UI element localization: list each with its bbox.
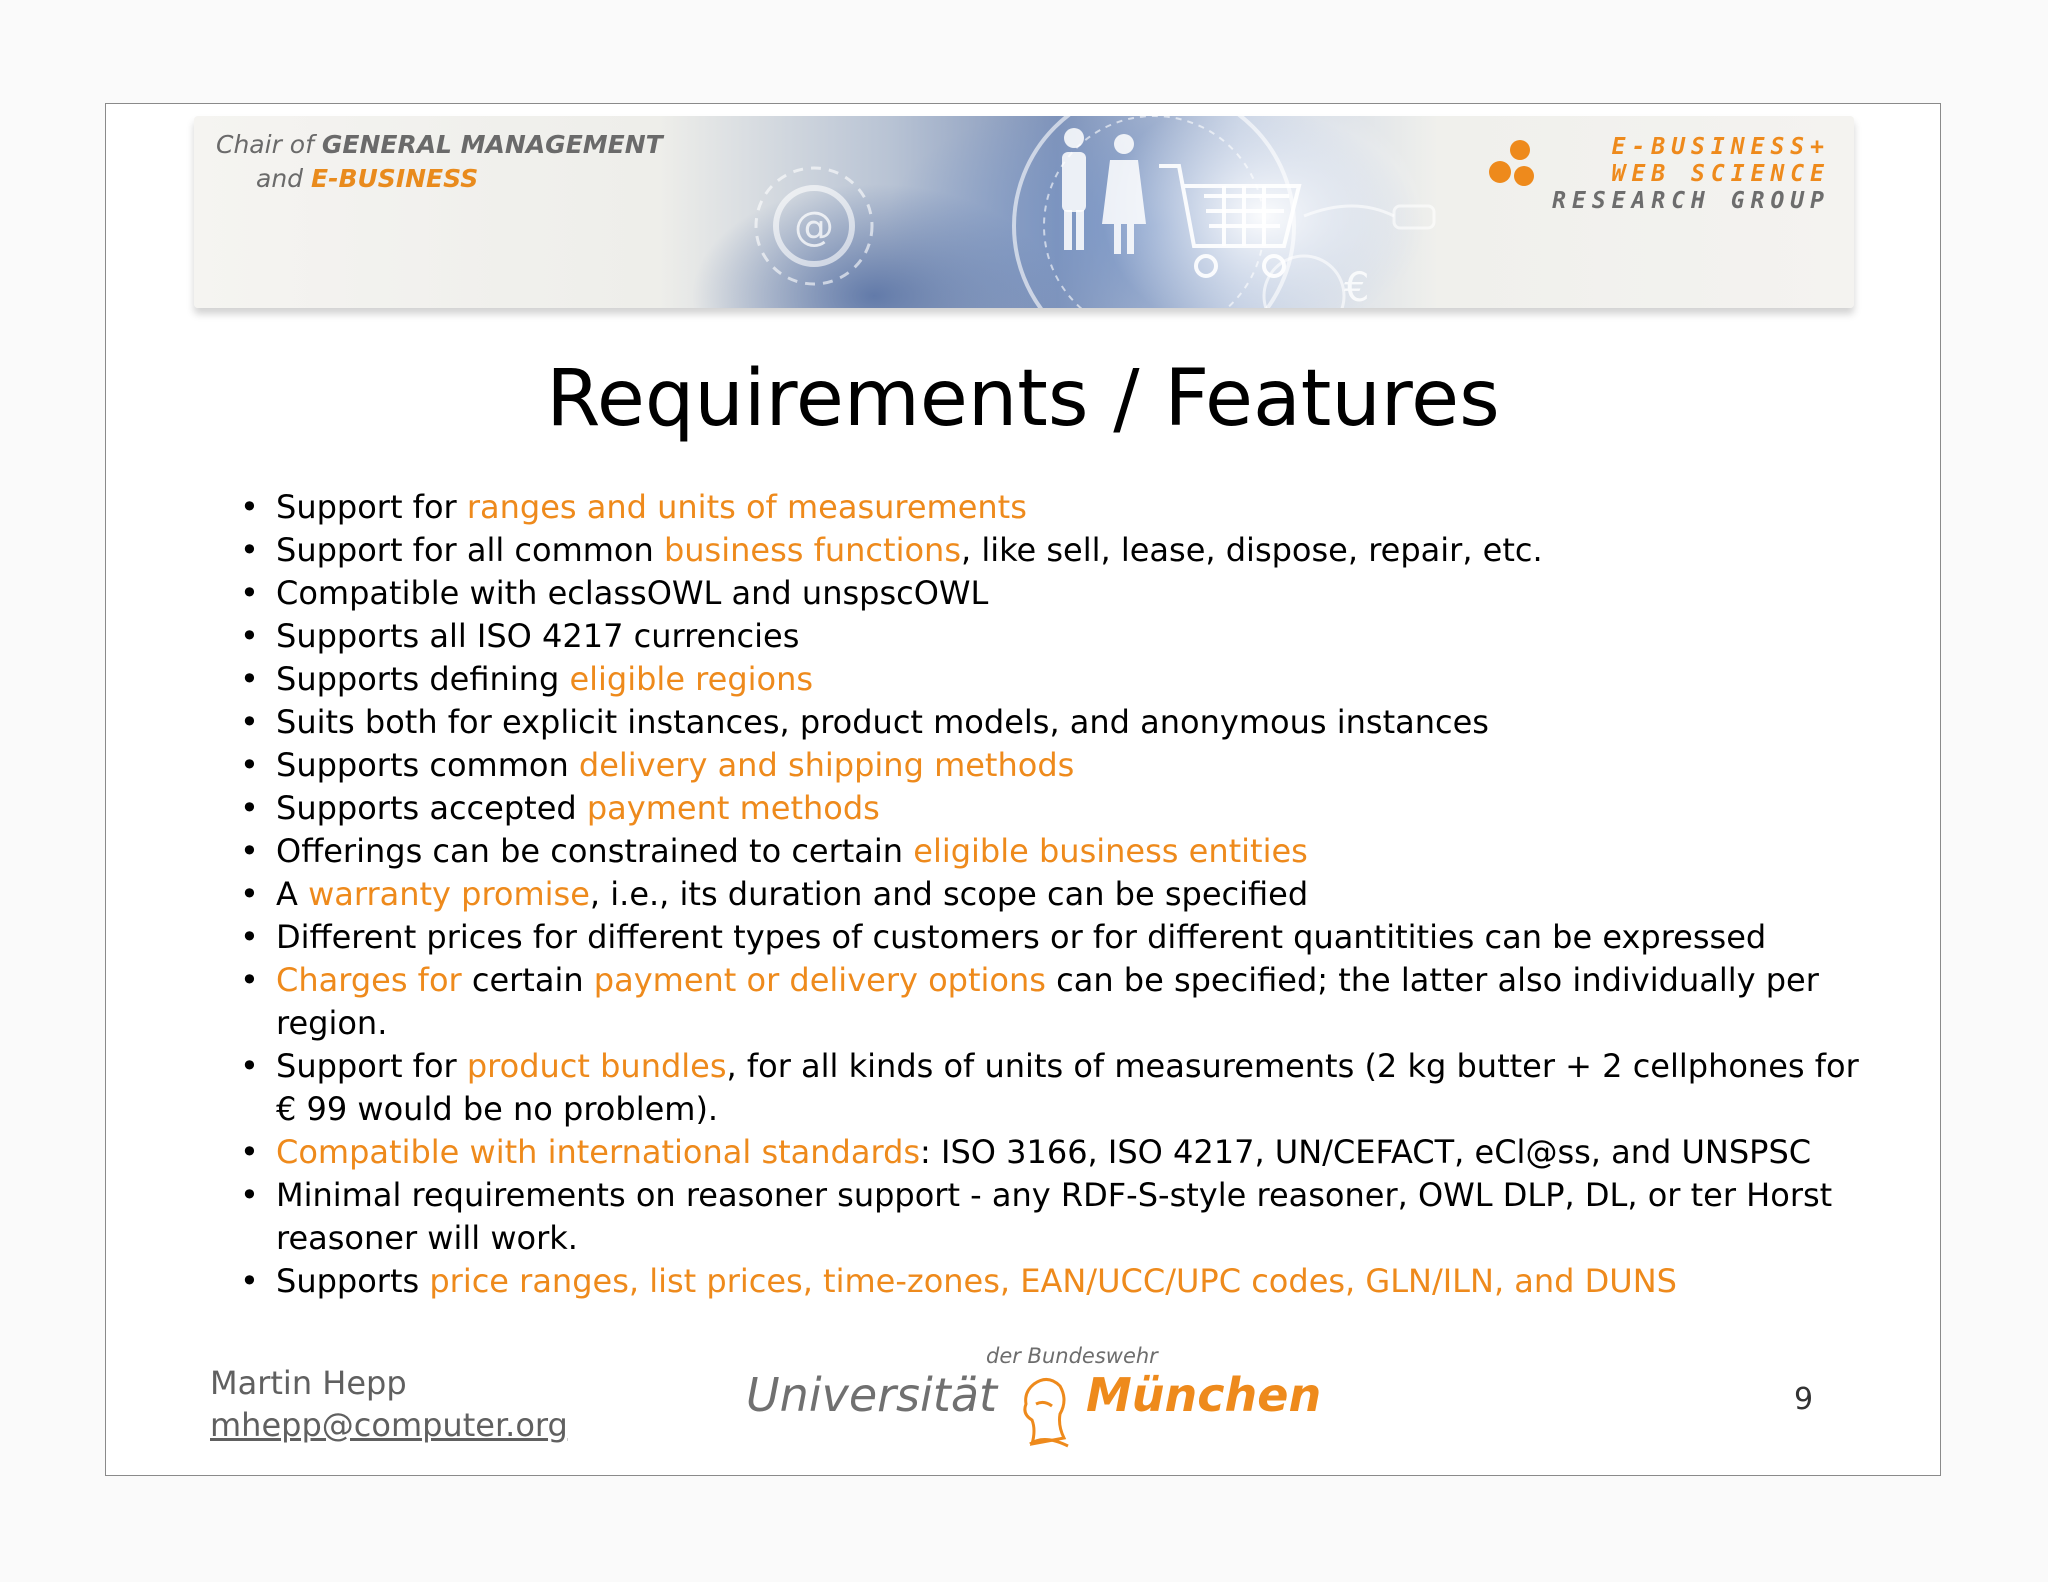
chair-of-label: Chair of xyxy=(216,130,314,159)
molecule-icon xyxy=(1484,138,1548,194)
slide xyxy=(105,103,1941,1476)
bullet-item xyxy=(234,787,1884,830)
bullet-item xyxy=(234,572,1884,615)
bullet-text: Different prices for different types of customers or for different quantitities can be expressed xyxy=(276,918,1767,956)
bullet-item xyxy=(234,1174,1884,1260)
bullet-text: Supports accepted xyxy=(276,789,587,827)
bullet-text: Support for xyxy=(276,1047,467,1085)
bullet-item xyxy=(234,744,1884,787)
bullet-text: Supports all ISO 4217 currencies xyxy=(276,617,800,655)
author-block xyxy=(210,1362,568,1446)
minerva-head-icon xyxy=(1014,1374,1078,1450)
bullet-item xyxy=(234,1260,1884,1303)
bullet-item xyxy=(234,1131,1884,1174)
uni-logo-left-text: Universität xyxy=(746,1368,998,1422)
highlighted-text: price ranges, list prices, time-zones, EAN/UCC/UPC codes, GLN/ILN, and DUNS xyxy=(429,1262,1677,1300)
slide-title: Requirements / Features xyxy=(546,354,1500,444)
chair-logo-text xyxy=(216,128,663,196)
uni-logo-top-text: der Bundeswehr xyxy=(986,1344,1158,1368)
bullet-text: Compatible with eclassOWL and unspscOWL xyxy=(276,574,989,612)
bullet-item xyxy=(234,658,1884,701)
bullet-text: Supports common xyxy=(276,746,579,784)
e-business-label: E-BUSINESS xyxy=(311,164,479,193)
bullet-text: Suits both for explicit instances, product models, and anonymous instances xyxy=(276,703,1489,741)
bullet-text: Supports defining xyxy=(276,660,570,698)
svg-text:@: @ xyxy=(794,204,834,250)
bullet-text: certain xyxy=(461,961,594,999)
highlighted-text: payment or delivery options xyxy=(593,961,1046,999)
highlighted-text: eligible business entities xyxy=(913,832,1308,870)
uni-logo-right-text: München xyxy=(1086,1368,1322,1422)
author-email-link[interactable]: mhepp@computer.org xyxy=(210,1406,568,1444)
group-line-1: E-BUSINESS+ xyxy=(1611,134,1830,160)
highlighted-text: delivery and shipping methods xyxy=(578,746,1075,784)
bullet-text: , i.e., its duration and scope can be specified xyxy=(589,875,1309,913)
bullet-text: Supports xyxy=(276,1262,430,1300)
bullet-item xyxy=(234,701,1884,744)
highlighted-text: eligible regions xyxy=(569,660,814,698)
university-logo xyxy=(746,1344,1326,1454)
group-line-3: RESEARCH GROUP xyxy=(1552,188,1830,214)
highlighted-text: business functions xyxy=(663,531,961,569)
bullet-text: A xyxy=(276,875,309,913)
highlighted-text: payment methods xyxy=(586,789,880,827)
svg-text:€: € xyxy=(1344,265,1370,308)
bullet-item xyxy=(234,615,1884,658)
bullet-item xyxy=(234,916,1884,959)
bullet-text: , like sell, lease, dispose, repair, etc. xyxy=(960,531,1543,569)
highlighted-text: Compatible with international standards xyxy=(276,1133,921,1171)
bullet-text: Offerings can be constrained to certain xyxy=(276,832,914,870)
bullet-text: can be specified; the latter also individually per region. xyxy=(276,961,1819,1042)
highlighted-text: ranges and units of measurements xyxy=(466,488,1027,526)
bullet-item xyxy=(234,486,1884,529)
header-banner xyxy=(194,116,1854,308)
research-group-logo xyxy=(1552,134,1830,215)
highlighted-text: product bundles xyxy=(466,1047,727,1085)
bullet-item xyxy=(234,529,1884,572)
general-management-label: GENERAL MANAGEMENT xyxy=(321,130,663,159)
bullet-text: Support for all common xyxy=(276,531,664,569)
highlighted-text: warranty promise xyxy=(308,875,590,913)
bullet-item xyxy=(234,1045,1884,1131)
bullet-text: Minimal requirements on reasoner support - any RDF-S-style reasoner, OWL DLP, DL, or ter Horst reasoner will work. xyxy=(276,1176,1833,1257)
bullet-text: Support for xyxy=(276,488,467,526)
bullet-item xyxy=(234,873,1884,916)
group-line-2: WEB SCIENCE xyxy=(1611,161,1830,187)
bullet-item xyxy=(234,959,1884,1045)
and-label: and xyxy=(256,164,304,193)
feature-list xyxy=(234,486,1884,1303)
bullet-text: : ISO 3166, ISO 4217, UN/CEFACT, eCl@ss, and UNSPSC xyxy=(920,1133,1812,1171)
bullet-text: , for all kinds of units of measurements (2 kg butter + 2 cellphones for € 99 would be no problem). xyxy=(276,1047,1859,1128)
highlighted-text: Charges for xyxy=(276,961,462,999)
page-number: 9 xyxy=(1794,1382,1814,1417)
author-name: Martin Hepp xyxy=(210,1364,407,1402)
bullet-item xyxy=(234,830,1884,873)
